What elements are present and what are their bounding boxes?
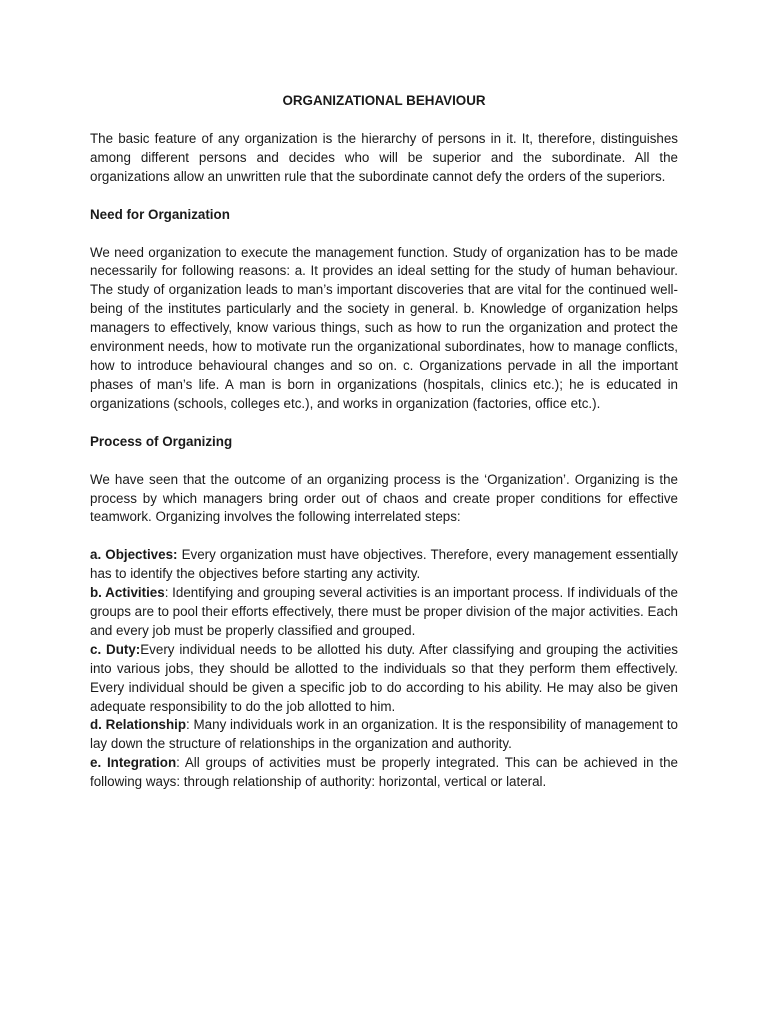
process-of-organizing-paragraph: We have seen that the outcome of an organizing process is the ‘Organization’. Organizing is the process by which managers bring order out of chaos and create proper conditions for effective teamwork. Organizing involves the following interrelated steps:	[90, 471, 678, 525]
step-text: Every organization must have objectives. Therefore, every management essentially has to identify the objectives before starting any activity.	[90, 547, 678, 582]
step-label: d. Relationship	[90, 717, 187, 733]
organizing-steps-list	[90, 546, 678, 792]
step-integration	[90, 754, 678, 792]
document-page	[90, 92, 678, 792]
step-relationship	[90, 716, 678, 754]
document-title: ORGANIZATIONAL BEHAVIOUR	[282, 93, 486, 108]
step-activities	[90, 584, 678, 641]
step-duty	[90, 641, 678, 717]
section-heading-need-for-organization: Need for Organization	[90, 206, 230, 222]
step-label: e. Integration	[90, 755, 177, 771]
step-label: b. Activities	[90, 585, 165, 601]
intro-paragraph: The basic feature of any organization is the hierarchy of persons in it. It, therefore, distinguishes among different persons and decides who will be superior and the subordinate. All the organizations allow an unwritten rule that the subordinate cannot defy the orders of the superiors.	[90, 130, 678, 184]
step-text: Every individual needs to be allotted his duty. After classifying and grouping the activities into various jobs, they should be allotted to the individuals so that they perform them effectively. Every individual should be given a specific job to do according to his ability. He may also be given adequate responsibility to do the job allotted to him.	[90, 641, 678, 714]
step-label: a. Objectives:	[90, 547, 178, 563]
step-text: : Identifying and grouping several activities is an important process. If individuals of the groups are to pool their efforts effectively, there must be proper division of the major activities. Each and every job must be properly classified and grouped.	[90, 585, 678, 638]
step-objectives	[90, 546, 678, 584]
step-text: : Many individuals work in an organization. It is the responsibility of management to lay down the structure of relationships in the organization and authority.	[90, 717, 678, 752]
step-text: : All groups of activities must be properly integrated. This can be achieved in the following ways: through relationship of authority: horizontal, vertical or lateral.	[90, 755, 678, 790]
step-label: c. Duty:	[90, 641, 141, 657]
section-heading-process-of-organizing: Process of Organizing	[90, 433, 233, 449]
need-for-organization-paragraph: We need organization to execute the management function. Study of organization has to be made necessarily for following reasons: a. It provides an ideal setting for the study of human behaviour. The study of organization leads to man’s important discoveries that are vital for the continued well-being of the institutes particularly and the society in general. b. Knowledge of organization helps managers to effectively, know various things, such as how to run the organization and protect the environment needs, how to motivate run the organizational subordinates, how to manage conflicts, how to introduce behavioural changes and so on. c. Organizations pervade in all the important phases of man’s life. A man is born in organizations (hospitals, clinics etc.); he is educated in organizations (schools, colleges etc.), and works in organization (factories, office etc.).	[90, 244, 678, 411]
